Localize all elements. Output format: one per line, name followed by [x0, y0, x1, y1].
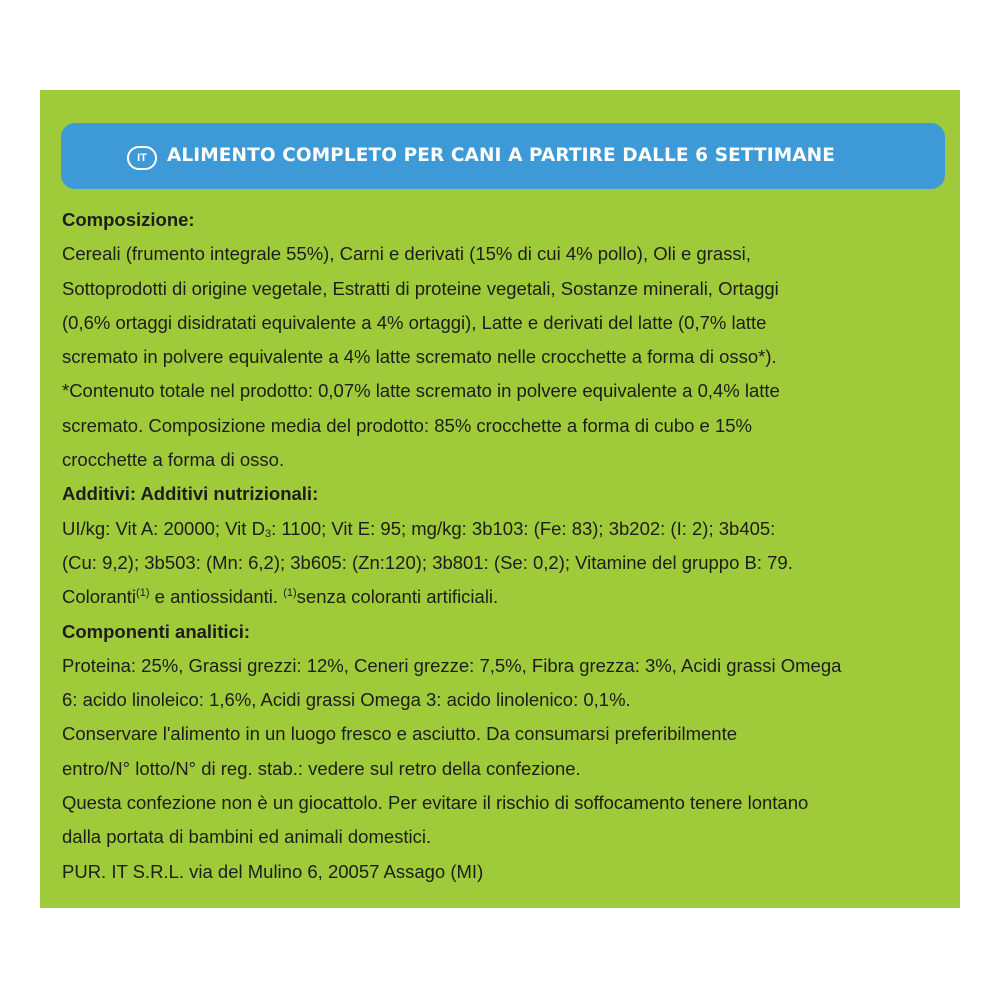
warning-line: dalla portata di bambini ed animali domestici.: [62, 826, 432, 848]
composition-line: *Contenuto totale nel prodotto: 0,07% latte scremato in polvere equivalente a 0,4% latte: [62, 380, 780, 402]
additives-text: senza coloranti artificiali.: [296, 586, 499, 608]
footnote-marker: (1): [136, 587, 150, 600]
label-text: [62, 203, 952, 889]
composition-line: Cereali (frumento integrale 55%), Carni e derivati (15% di cui 4% pollo), Oli e grassi,: [62, 243, 751, 265]
storage-line: Conservare l'alimento in un luogo fresco e asciutto. Da consumarsi preferibilmente: [62, 723, 737, 745]
additives-line: (Cu: 9,2); 3b503: (Mn: 6,2); 3b605: (Zn:120); 3b801: (Se: 0,2); Vitamine del gruppo B: 79.: [62, 551, 793, 573]
additives-text: : 1100; Vit E: 95; mg/kg: 3b103: (Fe: 83); 3b202: (I: 2); 3b405:: [271, 517, 776, 539]
composition-line: crocchette a forma di osso.: [62, 449, 285, 471]
banner-title: ALIMENTO COMPLETO PER CANI A PARTIRE DALLE 6 SETTIMANE: [167, 145, 835, 166]
footnote-marker: (1): [283, 587, 297, 600]
label-panel: [40, 90, 960, 908]
analytical-line: 6: acido linoleico: 1,6%, Acidi grassi Omega 3: acido linolenico: 0,1%.: [62, 689, 631, 711]
subscript: 3: [264, 527, 272, 540]
composition-heading: Composizione:: [62, 209, 195, 230]
analytical-line: Proteina: 25%, Grassi grezzi: 12%, Ceneri grezze: 7,5%, Fibra grezza: 3%, Acidi grassi Omega: [62, 654, 842, 676]
analytical-heading: Componenti analitici:: [62, 620, 251, 642]
company-address: PUR. IT S.R.L. via del Mulino 6, 20057 Assago (MI): [62, 860, 484, 882]
composition-line: (0,6% ortaggi disidratati equivalente a 4% ortaggi), Latte e derivati del latte (0,7% latte: [62, 311, 767, 333]
warning-line: Questa confezione non è un giocattolo. Per evitare il rischio di soffocamento tenere lontano: [62, 792, 809, 814]
storage-line: entro/N° lotto/N° di reg. stab.: vedere sul retro della confezione.: [62, 757, 581, 779]
additives-text: e antiossidanti.: [149, 586, 284, 608]
composition-line: scremato in polvere equivalente a 4% latte scremato nelle crocchette a forma di osso*).: [62, 346, 777, 368]
composition-line: Sottoprodotti di origine vegetale, Estratti di proteine vegetali, Sostanze minerali, Ortaggi: [62, 277, 779, 299]
additives-text: Coloranti: [62, 586, 137, 608]
language-badge: IT: [127, 146, 157, 170]
composition-line: scremato. Composizione media del prodotto: 85% crocchette a forma di cubo e 15%: [62, 414, 753, 436]
additives-line: [62, 512, 952, 546]
additives-heading: Additivi: Additivi nutrizionali:: [62, 483, 319, 505]
product-banner: [61, 123, 945, 189]
additives-line: [62, 580, 952, 614]
additives-text: UI/kg: Vit A: 20000; Vit D: [62, 517, 265, 539]
